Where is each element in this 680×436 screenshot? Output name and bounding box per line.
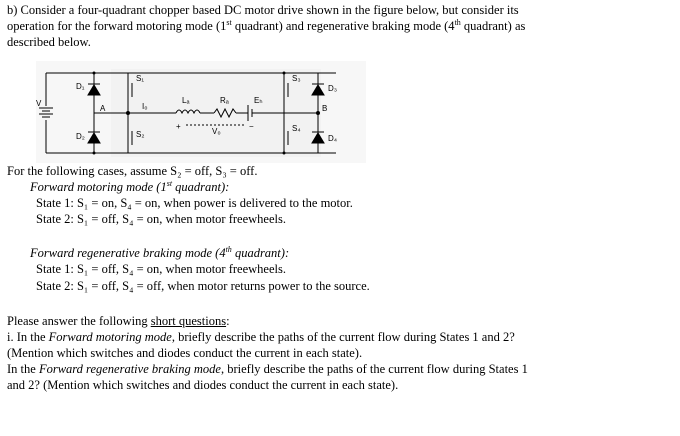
question-line-2-a: operation for the forward motoring mode (1 — [7, 19, 227, 33]
question-1-a: i. In the — [7, 330, 49, 344]
label-d1: D₁ — [76, 82, 85, 91]
question-1-line-2: (Mention which switches and diodes conduct the current in each state). — [7, 346, 363, 360]
chopper-circuit-diagram — [36, 61, 366, 163]
braking-title-a: Forward regenerative braking mode (4 — [30, 246, 226, 260]
superscript-st: st — [226, 17, 232, 27]
braking-title-sup: th — [225, 244, 232, 254]
short-questions-link: short questions — [150, 314, 227, 328]
motoring-state-2: State 2: S₁ = off, S₄ = on, when motor freewheels. — [36, 212, 286, 226]
label-ra: Rₐ — [220, 96, 229, 105]
question-2-line-2: and 2? (Mention which switches and diodes conduct the current in each state). — [7, 378, 399, 392]
label-d4: D₄ — [328, 134, 338, 143]
motoring-title-b: quadrant): — [172, 180, 230, 194]
label-vo: V₀ — [212, 127, 221, 136]
question-1-italic: Forward motoring mode — [48, 330, 172, 344]
label-d2: D₂ — [76, 132, 85, 141]
braking-state-1: State 1: S₁ = off, S₄ = on, when motor freewheels. — [36, 262, 286, 276]
question-2-italic: Forward regenerative braking mode — [38, 362, 221, 376]
label-s1: S₁ — [136, 74, 145, 83]
label-la: Lₐ — [182, 96, 190, 105]
question-line-2 — [7, 19, 525, 35]
braking-title — [30, 246, 289, 262]
question-line-3: described below. — [7, 35, 91, 49]
label-s3: S₃ — [292, 74, 301, 83]
label-s2: S₂ — [136, 130, 145, 139]
motoring-title-sup: st — [166, 178, 173, 188]
motoring-title — [30, 180, 229, 196]
questions-intro — [7, 314, 230, 330]
question-line-2-b: quadrant) and regenerative braking mode (4 — [231, 19, 455, 33]
question-line-1: b) Consider a four-quadrant chopper based DC motor drive shown in the figure below, but consider its — [7, 3, 519, 17]
label-a: A — [100, 104, 106, 113]
superscript-th: th — [454, 17, 461, 27]
question-2-b: , briefly describe the paths of the current flow during States 1 — [220, 362, 528, 376]
questions-intro-b: : — [226, 314, 230, 328]
question-2-a: In the — [7, 362, 39, 376]
label-b: B — [322, 104, 328, 113]
question-1 — [7, 330, 515, 346]
label-io: I₀ — [142, 102, 148, 111]
motoring-state-1: State 1: S₁ = on, S₄ = on, when power is delivered to the motor. — [36, 196, 353, 210]
cases-intro: For the following cases, assume S₂ = off, S₃ = off. — [7, 164, 258, 178]
label-eb: Eₕ — [254, 96, 263, 105]
label-v: V — [36, 99, 42, 108]
motoring-title-a: Forward motoring mode (1 — [30, 180, 167, 194]
question-line-2-c: quadrant) as — [460, 19, 526, 33]
label-d3: D₃ — [328, 84, 338, 93]
braking-title-b: quadrant): — [231, 246, 290, 260]
braking-state-2: State 2: S₁ = off, S₄ = off, when motor returns power to the source. — [36, 279, 370, 293]
question-2 — [7, 362, 528, 378]
label-s4: S₄ — [292, 124, 301, 133]
label-minus: − — [249, 122, 254, 131]
label-plus: + — [176, 122, 181, 131]
questions-intro-a: Please answer the following — [7, 314, 151, 328]
question-1-b: , briefly describe the paths of the current flow during States 1 and 2? — [171, 330, 515, 344]
